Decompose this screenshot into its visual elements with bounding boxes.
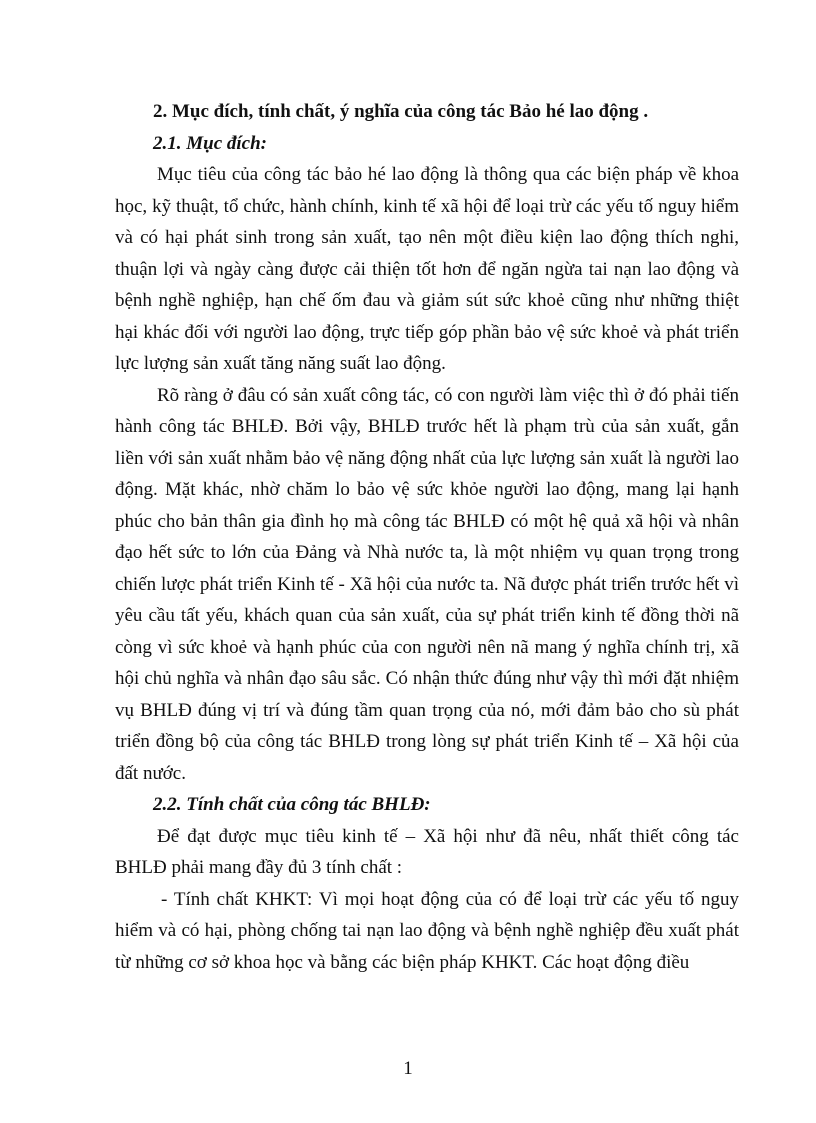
paragraph-nature-intro: Để đạt được mục tiêu kinh tế – Xã hội như đã nêu, nhất thiết công tác BHLĐ phải mang đầy đủ 3 tính chất : <box>115 825 739 878</box>
subsection-heading-nature: 2.2. Tính chất của công tác BHLĐ: <box>153 794 431 815</box>
page-number: 1 <box>403 1058 413 1079</box>
subsection-heading-purpose: 2.1. Mục đích: <box>153 132 267 154</box>
paragraph-purpose-2: Rõ ràng ở đâu có sản xuất công tác, có con người làm việc thì ở đó phải tiến hành công tác BHLĐ. Bởi vậy, BHLĐ trước hết là phạm trù của sản xuất, gắn liền với sản xuất nhằm bảo vệ năng động nhất của lực lượng sản xuất là người lao động. Mặt khác, nhờ chăm lo bảo vệ sức khỏe người lao động, mang lại hạnh phúc cho bản thân gia đình họ mà công tác BHLĐ có một hệ quả xã hội và nhân đạo hết sức to lớn của Đảng và Nhà nước ta, là một nhiệm vụ quan trọng trong chiến lược phát triển Kinh tế - Xã hội của nước ta. Nã được phát triển trước hết vì yêu cầu tất yếu, khách quan của sản xuất, của sự phát triển kinh tế đồng thời nã còng vì sức khoẻ và hạnh phúc của con người nên nã mang ý nghĩa chính trị, xã hội chủ nghĩa và nhân đạo sâu sắc. Có nhận thức đúng như vậy thì mới đặt nhiệm vụ BHLĐ đúng vị trí và đúng tầm quan trọng của nó, mới đảm bảo cho sù phát triển đồng bộ của công tác BHLĐ trong lòng sự phát triển Kinh tế – Xã hội của đất nước. <box>115 384 739 784</box>
section-heading: 2. Mục đích, tính chất, ý nghĩa của công tác Bảo hé lao động . <box>153 101 649 122</box>
page-content <box>115 96 739 978</box>
bullet-scientific-technical: - Tính chất KHKT: Vì mọi hoạt động của có để loại trừ các yếu tố nguy hiểm và có hại, phòng chống tai nạn lao động và bệnh nghề nghiệp đều xuất phát từ những cơ sở khoa học và bằng các biện pháp KHKT. Các hoạt động điều <box>115 888 739 973</box>
paragraph-purpose-1: Mục tiêu của công tác bảo hé lao động là thông qua các biện pháp về khoa học, kỹ thuật, tổ chức, hành chính, kinh tế xã hội để loại trừ các yếu tố nguy hiểm và có hại phát sinh trong sản xuất, tạo nên một điều kiện lao động thích nghi, thuận lợi và ngày càng được cải thiện tốt hơn để ngăn ngừa tai nạn lao động và bệnh nghề nghiệp, hạn chế ốm đau và giảm sút sức khoẻ cũng như những thiệt hại khác đối với người lao động, trực tiếp góp phần bảo vệ sức khoẻ và phát triển lực lượng sản xuất tăng năng suất lao động. <box>115 164 739 374</box>
